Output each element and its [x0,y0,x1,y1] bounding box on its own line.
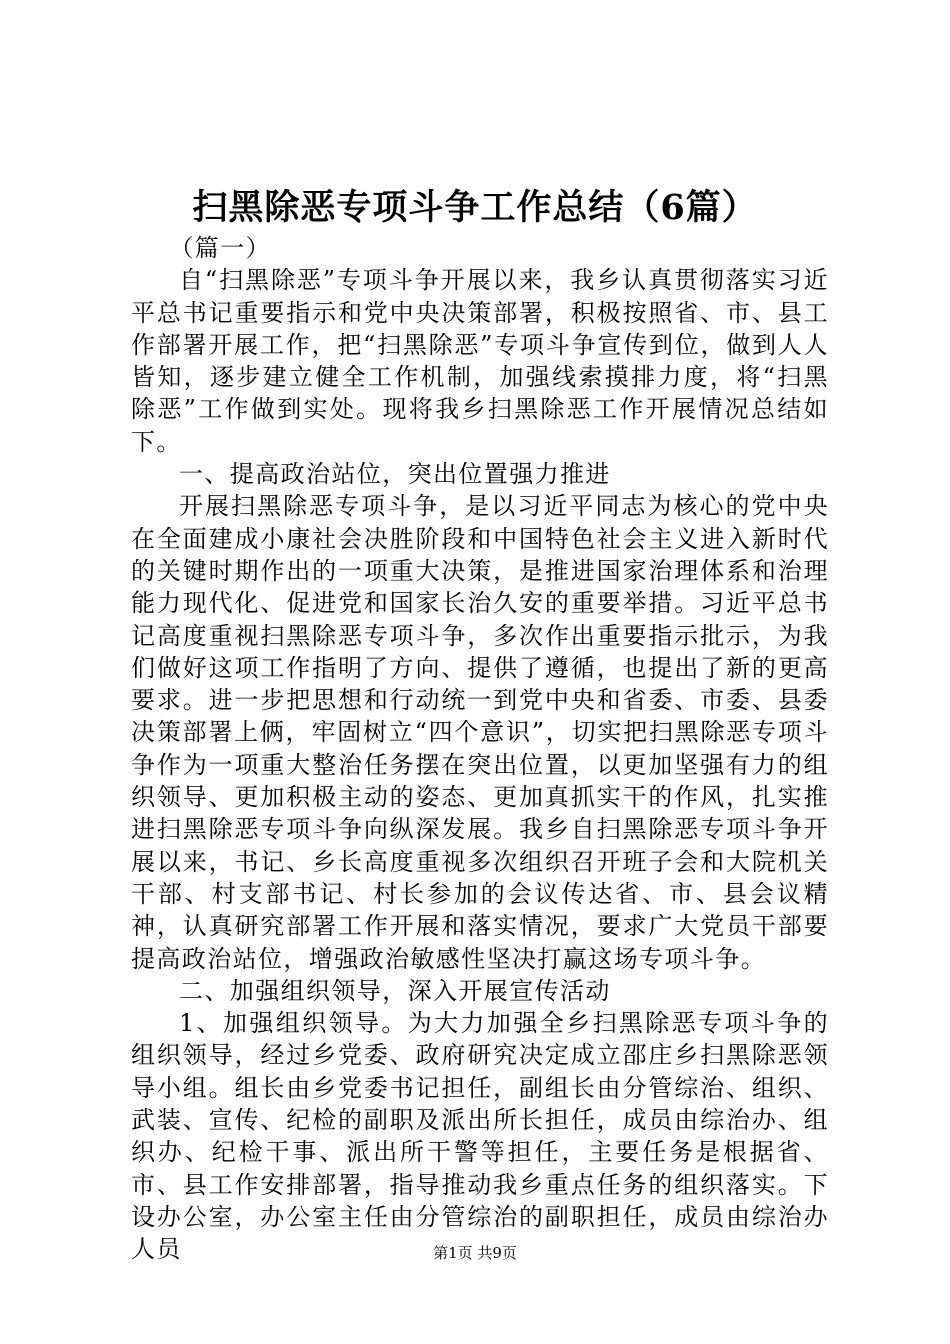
paragraph-section-1: 开展扫黑除恶专项斗争，是以习近平同志为核心的党中央在全面建成小康社会决胜阶段和中国特色社会主义进入新时代的关键时期作出的一项重大决策，是推进国家治理体系和治理能力现代化、促进党和国家长治久安的重要举措。习近平总书记高度重视扫黑除恶专项斗争，多次作出重要指示批示，为我们做好这项工作指明了方向、提供了遵循，也提出了新的更高要求。进一步把思想和行动统一到党中央和省委、市委、县委决策部署上俩，牢固树立“四个意识”，切实把扫黑除恶专项斗争作为一项重大整治任务摆在突出位置，以更加坚强有力的组织领导、更加积极主动的姿态、更加真抓实干的作风，扎实推进扫黑除恶专项斗争向纵深发展。我乡自扫黑除恶专项斗争开展以来，书记、乡长高度重视多次组织召开班子会和大院机关干部、村支部书记、村长参加的会议传达省、市、县会议精神，认真研究部署工作开展和落实情况，要求广大党员干部要提高政治站位，增强政治敏感性坚决打赢这场专项斗争。 [131,492,829,973]
document-body [131,232,829,1266]
document-title: 扫黑除恶专项斗争工作总结（6篇） [192,187,758,228]
paragraph-section-2-item-1: 1、加强组织领导。为大力加强全乡扫黑除恶专项斗争的组织领导，经过乡党委、政府研究决定成立邵庄乡扫黑除恶领导小组。组长由乡党委书记担任，副组长由分管综治、组织、武装、宣传、纪检的副职及派出所长担任，成员由综治办、组织办、纪检干事、派出所干警等担任，主要任务是根据省、市、县工作安排部署，指导推动我乡重点任务的组织落实。下设办公室，办公室主任由分管综治的副职担任，成员由综治办人员 [131,1009,829,1264]
page-footer: 第1页 共9页 [433,1244,517,1262]
heading-section-2: 二、加强组织领导，深入开展宣传活动 [179,976,611,1005]
paragraph-intro: 自“扫黑除恶”专项斗争开展以来，我乡认真贯彻落实习近平总书记重要指示和党中央决策部署，积极按照省、市、县工作部署开展工作，把“扫黑除恶”专项斗争宣传到位，做到人人皆知，逐步建立健全工作机制，加强线索摸排力度，将“扫黑除恶”工作做到实处。现将我乡扫黑除恶工作开展情况总结如下。 [131,266,829,456]
section-label: （篇一） [169,234,271,262]
heading-section-1: 一、提高政治站位，突出位置强力推进 [179,460,611,489]
